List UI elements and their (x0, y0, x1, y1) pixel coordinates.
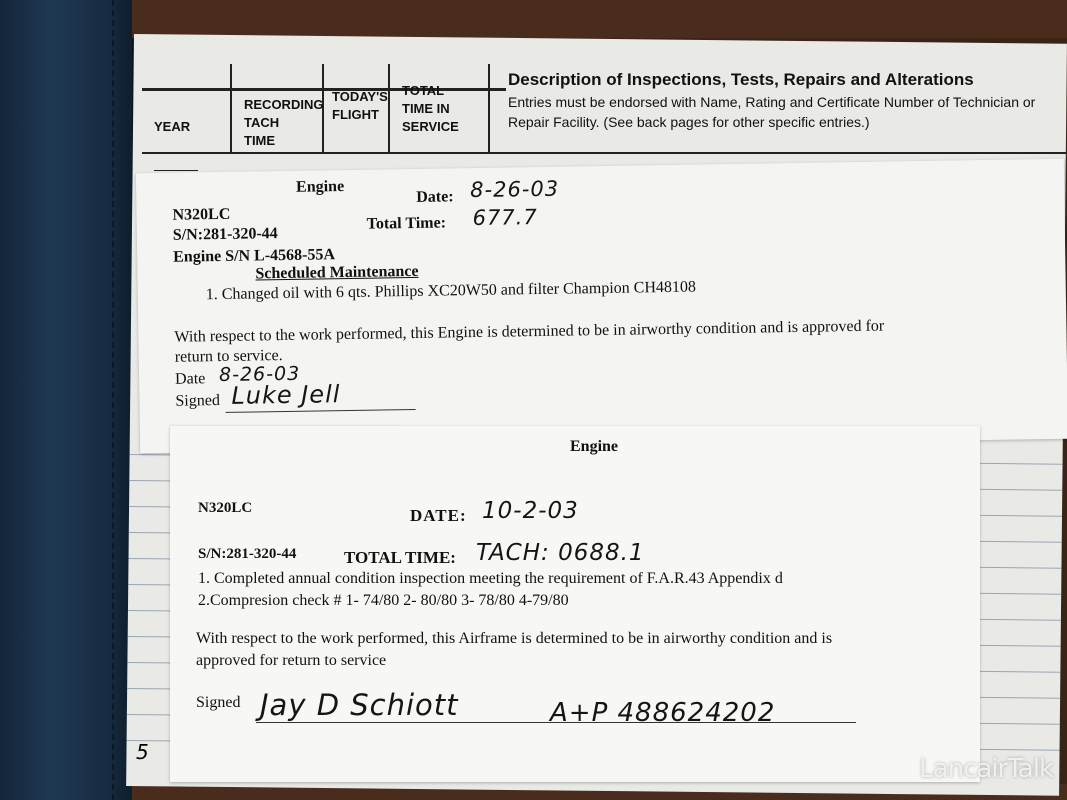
entry1-statement: With respect to the work performed, this Engine is determined to be in airworthy condition and is approved for (174, 317, 885, 346)
entry1-date-label: Date: (416, 188, 454, 206)
entry1-heading: Engine (295, 178, 345, 196)
lancairtalk-watermark: LancairTalk (919, 754, 1053, 784)
entry1-signature-line (226, 409, 416, 413)
entry1-date-line-label: Date (174, 370, 206, 388)
entry1-engine-serial: Engine S/N L-4568-55A (173, 246, 336, 266)
entry1-tail-number: N320LC (172, 205, 231, 224)
col-year: YEAR (154, 119, 191, 134)
entry1-signed-label: Signed (175, 392, 221, 410)
col-total-time: TOTAL TIME IN SERVICE (390, 64, 490, 152)
col-recording-tach: RECORDING TACH TIME (232, 64, 324, 152)
description-body: Entries must be endorsed with Name, Rating and Certificate Number of Technician or Repair Facility. (See back pages for other specific entries.) (508, 94, 1036, 130)
entry2-signed-label: Signed (196, 694, 241, 711)
entry2-statement: With respect to the work performed, this Airframe is determined to be in airworthy condition and is (196, 630, 833, 647)
entry2-statement-cont: approved for return to service (196, 652, 387, 669)
entry1-section-heading: Scheduled Maintenance (255, 262, 419, 283)
entry2-serial: S/N:281-320-44 (198, 546, 297, 562)
engine-entry-slip-2 (170, 426, 980, 782)
entry1-statement-cont: return to service. (174, 347, 283, 366)
entry1-date-line-value: 8-26-03 (218, 362, 301, 387)
header-rule (142, 152, 1067, 154)
entry1-item-1: 1. Changed oil with 6 qts. Phillips XC20W50 and filter Champion CH48108 (205, 278, 697, 304)
logbook-column-header (142, 64, 1067, 154)
engine-entry-slip-1 (136, 159, 1067, 454)
entry2-signature: Jay D Schiott (260, 688, 459, 722)
logbook-binder-cover (0, 0, 135, 800)
entry1-serial: S/N:281-320-44 (172, 225, 278, 244)
entry1-signature: Luke Jell (231, 380, 341, 410)
entry2-tail-number: N320LC (198, 500, 253, 516)
desk-surface (132, 0, 1067, 38)
entry1-total-time-value: 677.7 (472, 205, 538, 231)
entry2-item-2: 2.Compresion check # 1- 74/80 2- 80/80 3- 78/80 4-79/80 (198, 592, 569, 609)
page-number: 5 (136, 740, 149, 764)
entry2-total-time-label: TOTAL TIME: (344, 548, 456, 567)
entry2-total-time-value: TACH: 0688.1 (476, 540, 645, 566)
entry2-signature-line (256, 722, 856, 723)
entry2-date-label: DATE: (410, 506, 467, 525)
entry2-date-value: 10-2-03 (482, 498, 579, 524)
entry1-total-time-label: Total Time: (366, 214, 447, 233)
entry2-certificate: A+P 488624202 (550, 698, 776, 728)
col-todays-flight: TODAY'S FLIGHT (324, 64, 390, 152)
binder-stitching (112, 0, 116, 800)
entry2-item-1: 1. Completed annual condition inspection meeting the requirement of F.A.R.43 Appendix d (198, 570, 783, 587)
description-title: Description of Inspections, Tests, Repairs and Alterations (508, 70, 974, 89)
entry2-heading: Engine (570, 438, 619, 455)
year-date-divider (154, 170, 198, 171)
entry1-date-value: 8-26-03 (469, 176, 560, 203)
year-date-column (142, 64, 232, 152)
